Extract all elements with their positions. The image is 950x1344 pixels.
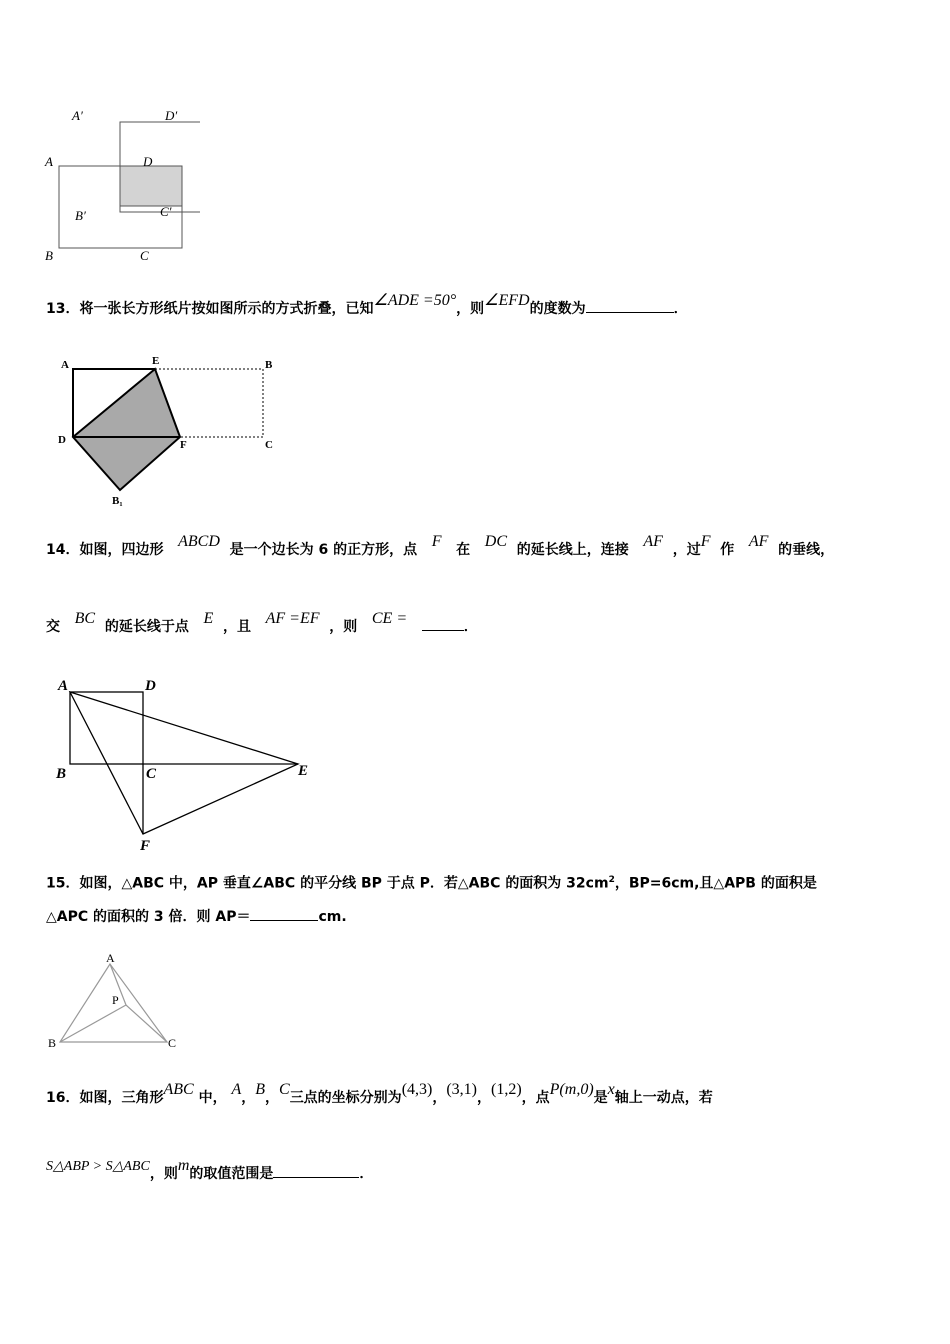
q14-number: 14． bbox=[46, 542, 80, 558]
q14-text-8: 交 bbox=[46, 619, 60, 635]
figure-triangle-abc-p bbox=[44, 950, 194, 1055]
label-a: A bbox=[106, 951, 115, 965]
q15-text-2b: cm. bbox=[318, 909, 347, 925]
q13-answer-blank[interactable] bbox=[586, 298, 674, 313]
label-c-prime: C′ bbox=[160, 204, 172, 219]
q14-math-f-2: F bbox=[700, 533, 711, 550]
label-a-prime: A′ bbox=[72, 108, 83, 123]
q15-superscript: 2 bbox=[608, 875, 615, 885]
label-d: D bbox=[145, 678, 156, 694]
label-b1: B₁ bbox=[112, 495, 123, 507]
q16-text-1: 如图，三角形 bbox=[79, 1090, 164, 1106]
q16-math-x: x bbox=[607, 1081, 615, 1098]
label-e: E bbox=[152, 355, 160, 367]
q14-math-af-eq-ef: AF =EF bbox=[265, 610, 320, 627]
question-14-line-2 bbox=[46, 610, 478, 637]
q14-answer-blank[interactable] bbox=[422, 616, 464, 631]
label-f: F bbox=[140, 838, 151, 854]
figure-square-triangle bbox=[50, 674, 320, 854]
q16-math-c: C bbox=[279, 1081, 290, 1098]
q16-math-a: A bbox=[231, 1081, 242, 1098]
q16-answer-blank[interactable] bbox=[273, 1163, 359, 1178]
q16-math-m: m bbox=[177, 1157, 190, 1174]
label-d: D bbox=[143, 154, 153, 169]
label-a: A bbox=[58, 678, 69, 694]
label-f: F bbox=[180, 439, 187, 451]
q16-text-2: 中， bbox=[198, 1090, 227, 1106]
q14-text-4: 的延长线上，连接 bbox=[516, 542, 629, 558]
q15-text-1b: ，BP=6cm,且△APB 的面积是 bbox=[614, 875, 817, 892]
label-b-prime: B′ bbox=[75, 208, 86, 223]
q14-math-e: E bbox=[203, 610, 214, 627]
label-d-prime: D′ bbox=[165, 108, 178, 123]
q13-text-4: ． bbox=[673, 301, 688, 317]
q14-math-af: AF bbox=[643, 533, 663, 550]
q14-text-10: ，且 bbox=[222, 619, 251, 635]
q16-text-6: 轴上一动点，若 bbox=[614, 1090, 713, 1106]
q15-text-2a: △APC 的面积的 3 倍．则 AP＝ bbox=[46, 909, 251, 925]
q14-math-f: F bbox=[431, 533, 442, 550]
q16-coord-a: (4,3) bbox=[401, 1081, 433, 1098]
q16-sep-1: ， bbox=[241, 1090, 256, 1106]
q16-number: 16． bbox=[46, 1090, 80, 1106]
q14-math-abcd: ABCD bbox=[178, 533, 220, 550]
question-13 bbox=[46, 292, 688, 319]
q13-text-2: ，则 bbox=[456, 301, 485, 317]
q16-math-inequality: S△ABP > S△ABC bbox=[46, 1159, 150, 1174]
q16-sep-4: ， bbox=[477, 1090, 491, 1106]
label-c: C bbox=[140, 248, 149, 263]
label-c: C bbox=[146, 766, 157, 782]
q15-answer-blank[interactable] bbox=[250, 906, 318, 921]
q16-math-abc: ABC bbox=[163, 1081, 194, 1098]
q16-text-8: 的取值范围是 bbox=[189, 1166, 274, 1182]
q14-text-2: 是一个边长为 6 的正方形，点 bbox=[229, 542, 418, 558]
q13-text-1: 将一张长方形纸片按如图所示的方式折叠，已知 bbox=[79, 301, 374, 317]
q16-text-5: 是 bbox=[593, 1090, 608, 1106]
q16-coord-b: (3,1) bbox=[446, 1081, 477, 1098]
question-14-line-1 bbox=[46, 533, 835, 560]
question-16-line-2 bbox=[46, 1157, 374, 1185]
q14-text-12: ． bbox=[463, 619, 478, 635]
q13-number: 13． bbox=[46, 301, 80, 317]
q14-math-af-2: AF bbox=[748, 533, 769, 550]
label-b: B bbox=[48, 1036, 57, 1050]
q15-text-1a: 15．如图，△ABC 中，AP 垂直∠ABC 的平分线 BP 于点 P．若△ABC 的面积为 32cm bbox=[46, 875, 609, 892]
label-c: C bbox=[168, 1036, 177, 1050]
q14-text-5: ，过 bbox=[672, 542, 701, 558]
label-a: A bbox=[61, 359, 69, 371]
q16-text-3: 三点的坐标分别为 bbox=[289, 1090, 402, 1106]
figure-folded-rectangle bbox=[55, 352, 285, 510]
q16-math-b: B bbox=[255, 1081, 266, 1098]
q14-text-1: 如图，四边形 bbox=[79, 542, 164, 558]
question-15-line-2 bbox=[46, 906, 347, 927]
q16-coord-c: (1,2) bbox=[491, 1081, 522, 1098]
q14-text-11: ，则 bbox=[329, 619, 358, 635]
figure-rectangle-translation bbox=[40, 100, 200, 270]
label-b: B bbox=[45, 248, 53, 263]
q16-math-p: P(m,0) bbox=[549, 1081, 594, 1098]
question-15-line-1 bbox=[46, 870, 817, 894]
question-16-line-1 bbox=[46, 1081, 713, 1108]
label-a: A bbox=[45, 154, 53, 169]
q16-text-7: ，则 bbox=[149, 1166, 178, 1182]
label-d: D bbox=[58, 434, 66, 446]
label-b: B bbox=[56, 766, 67, 782]
q13-math-angle-ade: ∠ADE =50° bbox=[373, 292, 457, 309]
q14-text-3: 在 bbox=[456, 542, 471, 558]
q14-math-dc: DC bbox=[484, 533, 508, 550]
q14-text-6: 作 bbox=[720, 542, 735, 558]
q16-text-9: ． bbox=[359, 1166, 374, 1182]
label-c: C bbox=[265, 439, 273, 451]
q14-text-7: 的垂线， bbox=[778, 542, 835, 558]
q16-sep-2: ， bbox=[265, 1090, 280, 1106]
q16-sep-3: ， bbox=[432, 1090, 447, 1106]
q13-math-angle-efd: ∠EFD bbox=[484, 292, 530, 309]
label-b: B bbox=[265, 359, 273, 371]
q14-text-9: 的延长线于点 bbox=[104, 619, 189, 635]
q16-text-4: ，点 bbox=[521, 1090, 550, 1106]
q14-math-bc: BC bbox=[74, 610, 96, 627]
label-e: E bbox=[298, 763, 309, 779]
label-p: P bbox=[112, 993, 119, 1007]
q14-math-ce-eq: CE = bbox=[371, 610, 408, 627]
q13-text-3: 的度数为 bbox=[529, 301, 586, 317]
